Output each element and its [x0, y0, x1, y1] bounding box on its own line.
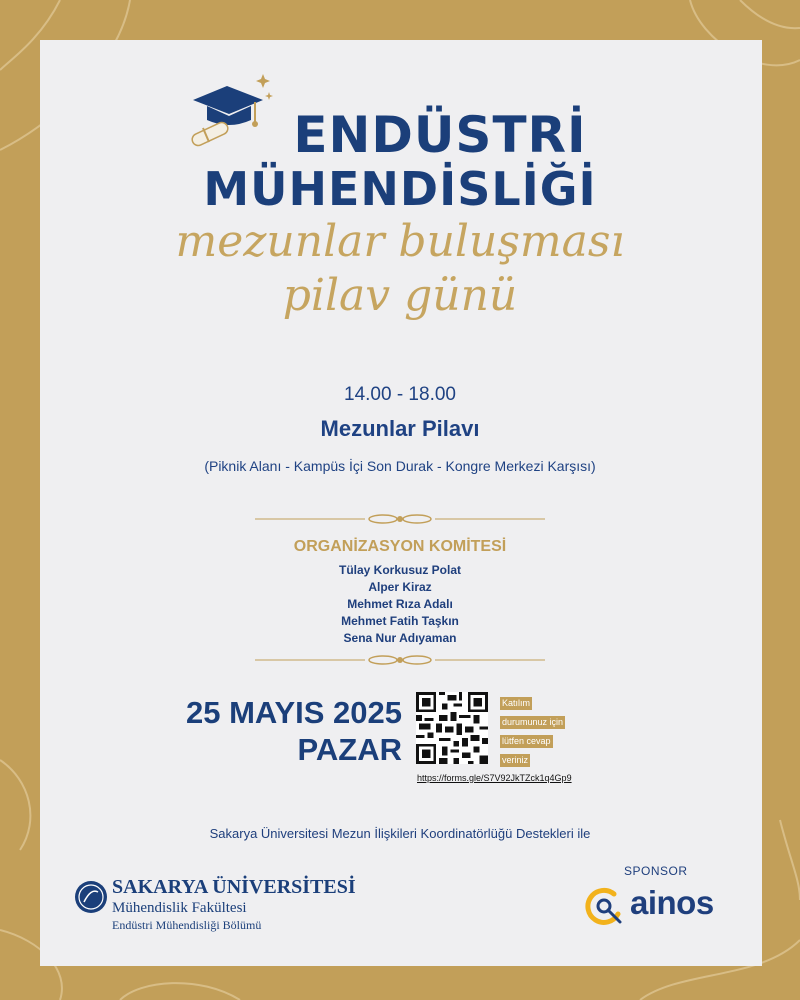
committee-member: Sena Nur Adıyaman — [343, 631, 457, 645]
day-line: PAZAR — [297, 732, 402, 767]
ainos-logo-icon — [584, 886, 626, 926]
event-name: Mezunlar Pilavı — [320, 416, 480, 441]
rsvp-form-link[interactable]: https://forms.gle/S7V92JkTZck1q4Gp9 — [417, 773, 572, 783]
title-line-2: MÜHENDİSLİĞİ — [203, 162, 597, 216]
subtitle-line-1: mezunlar buluşması — [175, 216, 625, 267]
university-faculty: Mühendislik Fakültesi — [112, 900, 247, 916]
committee-title: ORGANİZASYON KOMİTESİ — [293, 538, 507, 555]
committee-list — [0, 562, 800, 647]
committee-member: Alper Kiraz — [368, 580, 432, 594]
ornament-divider-top — [255, 512, 545, 526]
university-seal-icon — [74, 880, 108, 914]
rsvp-note-line: veriniz — [502, 755, 529, 765]
university-department: Endüstri Mühendisliği Bölümü — [112, 918, 262, 932]
event-date — [150, 694, 402, 768]
committee-member: Mehmet Rıza Adalı — [347, 597, 453, 611]
date-line: 25 MAYIS 2025 — [185, 695, 402, 730]
ornament-divider-bottom — [255, 653, 545, 667]
rsvp-note — [500, 693, 580, 769]
rsvp-note-line: durumunuz için — [502, 717, 564, 727]
title-line-1: ENDÜSTRİ — [293, 106, 587, 164]
qr-code[interactable] — [416, 692, 488, 764]
subtitle-line-2: pilav günü — [282, 270, 518, 321]
sparkle-icon — [256, 74, 270, 88]
support-text: Sakarya Üniversitesi Mezun İlişkileri Koordinatörlüğü Destekleri ile — [209, 826, 591, 841]
sponsor-name: ainos — [630, 884, 714, 921]
sponsor-label: SPONSOR — [624, 864, 688, 878]
event-time: 14.00 - 18.00 — [344, 384, 456, 405]
event-location: (Piknik Alanı - Kampüs İçi Son Durak - Kongre Merkezi Karşısı) — [204, 458, 596, 474]
committee-member: Tülay Korkusuz Polat — [338, 563, 462, 577]
committee-member: Mehmet Fatih Taşkın — [341, 614, 459, 628]
rsvp-note-line: lütfen cevap — [502, 736, 551, 746]
rsvp-note-line: Katılım — [502, 698, 531, 708]
university-name: SAKARYA ÜNİVERSİTESİ — [112, 876, 356, 898]
